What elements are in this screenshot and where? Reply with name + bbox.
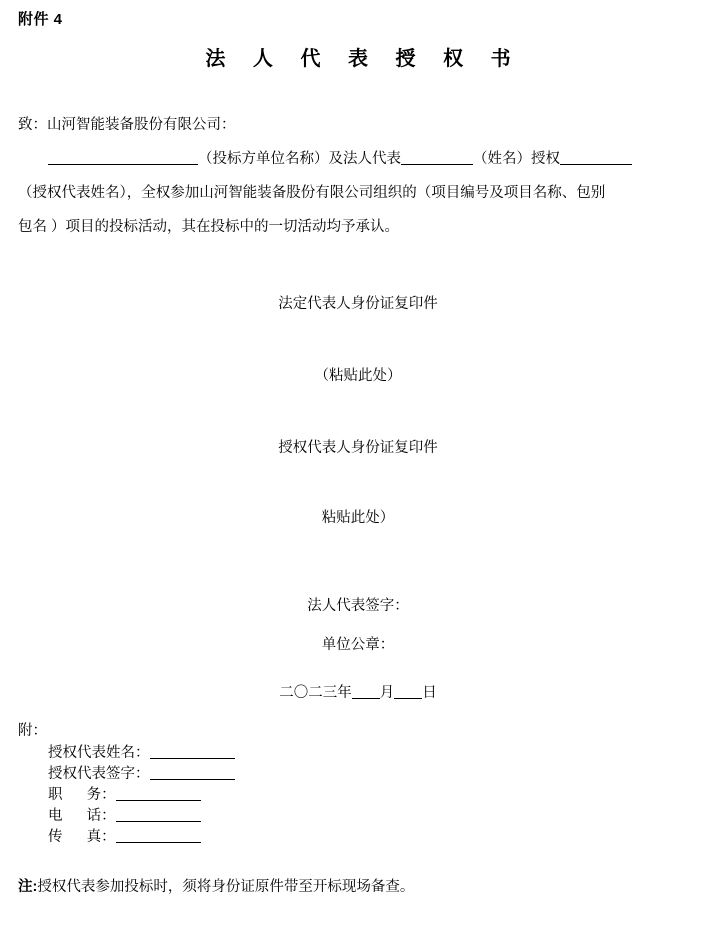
blank-day	[394, 698, 422, 699]
note-text: 授权代表参加投标时，须将身份证原件带至开标现场备查。	[37, 879, 415, 895]
date-year: 二〇二三年	[279, 685, 352, 701]
authorization-paragraph-3	[18, 210, 698, 244]
blank-legal-rep-name	[401, 164, 473, 165]
paste-area-legal-rep: （粘贴此处）	[314, 368, 402, 384]
date-line	[0, 681, 716, 702]
para1-text-2: （姓名）授权	[473, 151, 560, 167]
date-month: 月	[379, 685, 395, 701]
appendix-item-label: 职 务：	[48, 787, 116, 803]
blank-position	[116, 800, 201, 801]
legal-rep-signature-line: 法人代表签字：	[307, 598, 409, 614]
para2-text-2: 包名 ）项目的投标活动，其在投标中的一切活动均予承认。	[18, 219, 400, 235]
list-item	[48, 785, 235, 806]
blank-authorized-rep-signature	[150, 779, 235, 780]
appendix-item-label: 电 话：	[48, 808, 116, 824]
note-prefix: 注:	[18, 879, 38, 895]
blank-company-name	[48, 164, 198, 165]
attachment-label: 附件 4	[18, 11, 63, 28]
blank-month	[352, 698, 380, 699]
list-item	[48, 743, 235, 764]
authorized-rep-id-copy-label: 授权代表人身份证复印件	[278, 440, 438, 456]
blank-fax	[116, 842, 201, 843]
authorization-paragraph-2	[18, 176, 698, 210]
appendix-item-label: 授权代表签字：	[48, 766, 150, 782]
list-item	[48, 806, 235, 827]
appendix-item-label: 传 真：	[48, 829, 116, 845]
blank-authorized-rep-name	[150, 758, 235, 759]
blank-authorized-rep	[560, 164, 632, 165]
blank-phone	[116, 821, 201, 822]
footer-note	[18, 875, 414, 896]
para2-text-1: （授权代表姓名），全权参加山河智能装备股份有限公司组织的（项目编号及项目名称、包别	[18, 185, 606, 201]
paste-area-authorized-rep: 粘贴此处）	[321, 510, 395, 526]
document-body	[18, 108, 698, 244]
para1-text-1: （投标方单位名称）及法人代表	[198, 151, 401, 167]
page-title: 法 人 代 表 授 权 书	[205, 48, 522, 70]
list-item	[48, 827, 235, 848]
authorization-paragraph-1	[18, 142, 698, 176]
legal-rep-id-copy-label: 法定代表人身份证复印件	[278, 296, 438, 312]
date-day: 日	[422, 685, 437, 701]
appendix-list	[48, 743, 235, 848]
list-item	[48, 764, 235, 785]
company-seal-line: 单位公章：	[321, 637, 395, 653]
salutation: 致：山河智能装备股份有限公司：	[18, 117, 236, 133]
appendix-label: 附：	[18, 723, 47, 739]
appendix-item-label: 授权代表姓名：	[48, 745, 150, 761]
